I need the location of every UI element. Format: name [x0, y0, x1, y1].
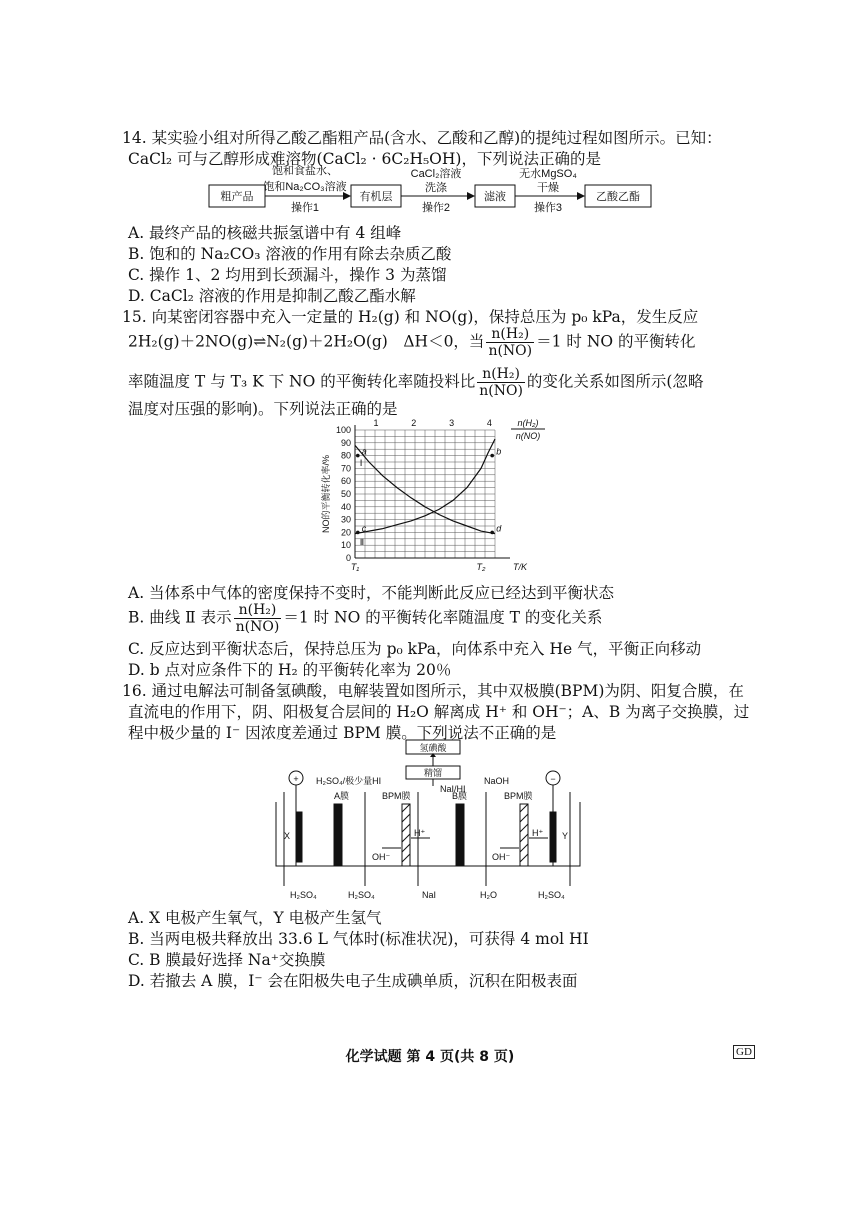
y-axis-label: NO的平衡转化率/%	[321, 454, 331, 534]
flow-arrow3-top1: 无水MgSO₄	[519, 168, 577, 180]
q16-stem-line3: 程中极少量的 I⁻ 因浓度差通过 BPM 膜。下列说法不正确的是	[128, 724, 557, 742]
bottom-label-1: H₂SO₄	[290, 890, 317, 900]
frac-num: n(H₂)	[477, 366, 525, 383]
top-left-label: H₂SO₄/极少量HI	[316, 776, 382, 786]
point-label-a: a	[361, 446, 367, 457]
y-tick-label: 90	[340, 437, 351, 448]
q15-option-b-a: B. 曲线 Ⅱ 表示	[128, 608, 232, 627]
bottom-label-2: H₂SO₄	[348, 890, 375, 900]
bottom-label-3: NaI	[422, 890, 437, 900]
bottom-label-4: H₂O	[480, 890, 497, 900]
q15-stem-line2	[128, 326, 696, 359]
q15-stem-line4: 温度对压强的影响)。下列说法正确的是	[128, 400, 398, 418]
frac-num: n(H₂)	[234, 602, 282, 619]
electrode-y: Y	[562, 831, 569, 841]
flow-arrow2-top1: CaCl₂溶液	[410, 168, 462, 180]
q14-option-b[interactable]: B. 饱和的 Na₂CO₃ 溶液的作用有除去杂质乙酸	[128, 245, 452, 263]
top-tick-label: 3	[449, 418, 455, 428]
q15-stem-line3	[128, 366, 703, 399]
gd-badge: GD	[733, 1045, 755, 1059]
bottom-axis-label: T/K	[513, 562, 528, 572]
flow-box4: 乙酸乙酯	[596, 191, 640, 203]
top-mid-label: NaI/HI	[440, 784, 466, 794]
q15-option-b[interactable]	[128, 602, 602, 635]
minus-sign: −	[550, 774, 556, 784]
top-right-label: NaOH	[484, 776, 510, 786]
flow-box1: 粗产品	[220, 191, 254, 203]
bottom-tick-label: T₂	[476, 562, 486, 572]
q14-stem-line2: CaCl₂ 可与乙醇形成难溶物(CaCl₂ · 6C₂H₅OH)，下列说法正确的是	[128, 150, 601, 168]
q16-option-b[interactable]: B. 当两电极共释放出 33.6 L 气体时(标准状况)，可获得 4 mol HI	[128, 930, 589, 948]
flow-arrow1-bottom: 操作1	[290, 202, 320, 214]
q14-option-a[interactable]: A. 最终产品的核磁共振氢谱中有 4 组峰	[128, 224, 402, 242]
y-tick-label: 100	[335, 425, 351, 435]
flow-arrow3-top2: 干燥	[537, 182, 559, 194]
ion-h-1: H⁺	[414, 828, 426, 838]
frac-num: n(H₂)	[486, 326, 534, 343]
curve-label-2: Ⅱ	[359, 537, 365, 548]
product-label: 氢碘酸	[419, 743, 447, 753]
curve-label-1: Ⅰ	[359, 457, 363, 468]
top-label-num: n(H₂)	[517, 418, 539, 428]
point-label-c: c	[361, 523, 367, 534]
bottom-label-5: H₂SO₄	[538, 890, 565, 900]
point-label-d: d	[496, 523, 502, 534]
flow-box3: 滤液	[484, 191, 506, 203]
q16-option-a[interactable]: A. X 电极产生氧气，Y 电极产生氢气	[128, 909, 382, 927]
q14-flow-diagram	[205, 165, 735, 217]
y-tick-label: 70	[340, 463, 351, 474]
q15-stem-line2-b: ＝1 时 NO 的平衡转化	[536, 332, 696, 351]
y-tick-label: 80	[340, 450, 351, 461]
bottom-tick-label: T₁	[350, 562, 360, 572]
q16-option-c[interactable]: C. B 膜最好选择 Na⁺交换膜	[128, 951, 326, 969]
flow-arrow2-bottom: 操作2	[421, 202, 451, 214]
bpm1-label: BPM膜	[382, 791, 411, 801]
plus-sign: +	[293, 774, 299, 784]
top-tick-label: 2	[411, 418, 417, 428]
y-tick-label: 20	[340, 527, 351, 538]
ratio-fraction-3	[234, 602, 282, 635]
ion-oh-1: OH⁻	[372, 852, 391, 862]
q15-stem-line3-a: 率随温度 T 与 T₃ K 下 NO 的平衡转化率随投料比	[128, 372, 476, 391]
frac-den: n(NO)	[488, 343, 533, 359]
flow-arrow3-bottom: 操作3	[533, 202, 563, 214]
y-tick-label: 50	[340, 489, 351, 499]
data-point-d	[490, 531, 494, 535]
q14-option-c[interactable]: C. 操作 1、2 均用到长颈漏斗，操作 3 为蒸馏	[128, 266, 447, 284]
q15-option-a[interactable]: A. 当体系中气体的密度保持不变时，不能判断此反应已经达到平衡状态	[128, 584, 615, 602]
frac-den: n(NO)	[235, 619, 280, 635]
y-tick-label: 60	[340, 476, 351, 487]
frac-den: n(NO)	[479, 383, 523, 399]
page-footer: 化学试题 第 4 页(共 8 页)	[345, 1049, 515, 1065]
q15-stem-line2-a: 2H₂(g)＋2NO(g)⇌N₂(g)＋2H₂O(g) ΔH＜0，当	[128, 332, 485, 351]
q15-option-d[interactable]: D. b 点对应条件下的 H₂ 的平衡转化率为 20％	[128, 661, 452, 679]
y-tick-label: 0	[345, 553, 351, 563]
flow-arrow2-top2: 洗涤	[425, 182, 447, 194]
top-label-den: n(NO)	[515, 431, 541, 441]
y-tick-label: 30	[340, 514, 351, 525]
top-tick-label: 4	[486, 418, 492, 428]
distill-label: 精馏	[423, 768, 443, 778]
flow-box2: 有机层	[359, 191, 393, 203]
q14-option-d[interactable]: D. CaCl₂ 溶液的作用是抑制乙酸乙酯水解	[128, 287, 416, 305]
flow-arrow1-top2: 饱和Na₂CO₃溶液	[263, 181, 347, 193]
q16-electrolysis-diagram	[270, 738, 600, 903]
q15-chart	[300, 415, 560, 575]
mem-b-label: B膜	[452, 791, 468, 801]
ratio-fraction	[486, 326, 534, 359]
mem-a-label: A膜	[334, 791, 350, 801]
ion-oh-2: OH⁻	[492, 852, 511, 862]
ion-h-2: H⁺	[532, 828, 544, 838]
q14-stem-line1: 14. 某实验小组对所得乙酸乙酯粗产品(含水、乙酸和乙醇)的提纯过程如图所示。已知：	[122, 129, 722, 147]
flow-arrow1-top1: 饱和食盐水、	[272, 165, 338, 177]
q15-stem-line3-b: 的变化关系如图所示(忽略	[526, 372, 704, 391]
q16-option-d[interactable]: D. 若撤去 A 膜，I⁻ 会在阳极失电子生成碘单质，沉积在阳极表面	[128, 972, 578, 990]
q16-stem-line2: 直流电的作用下，阴、阳极复合层间的 H₂O 解离成 H⁺ 和 OH⁻；A、B 为离子交换膜，过	[128, 703, 750, 721]
y-tick-label: 40	[340, 501, 351, 512]
q16-stem-line1: 16. 通过电解法可制备氢碘酸，电解装置如图所示，其中双极膜(BPM)为阴、阳复合膜，在	[122, 682, 744, 700]
bpm2-label: BPM膜	[504, 791, 533, 801]
electrode-x: X	[284, 831, 291, 841]
point-label-b: b	[496, 446, 502, 457]
top-tick-label: 1	[373, 418, 379, 428]
y-tick-label: 10	[340, 540, 351, 551]
ratio-fraction-2	[477, 366, 525, 399]
data-point-c	[356, 531, 360, 535]
q15-option-b-b: ＝1 时 NO 的平衡转化率随温度 T 的变化关系	[283, 608, 603, 627]
q15-stem-line1: 15. 向某密闭容器中充入一定量的 H₂(g) 和 NO(g)，保持总压为 p₀ kPa，发生反应	[122, 308, 699, 326]
q15-option-c[interactable]: C. 反应达到平衡状态后，保持总压为 p₀ kPa，向体系中充入 He 气，平衡正向移动	[128, 640, 702, 658]
data-point-b	[490, 454, 494, 458]
